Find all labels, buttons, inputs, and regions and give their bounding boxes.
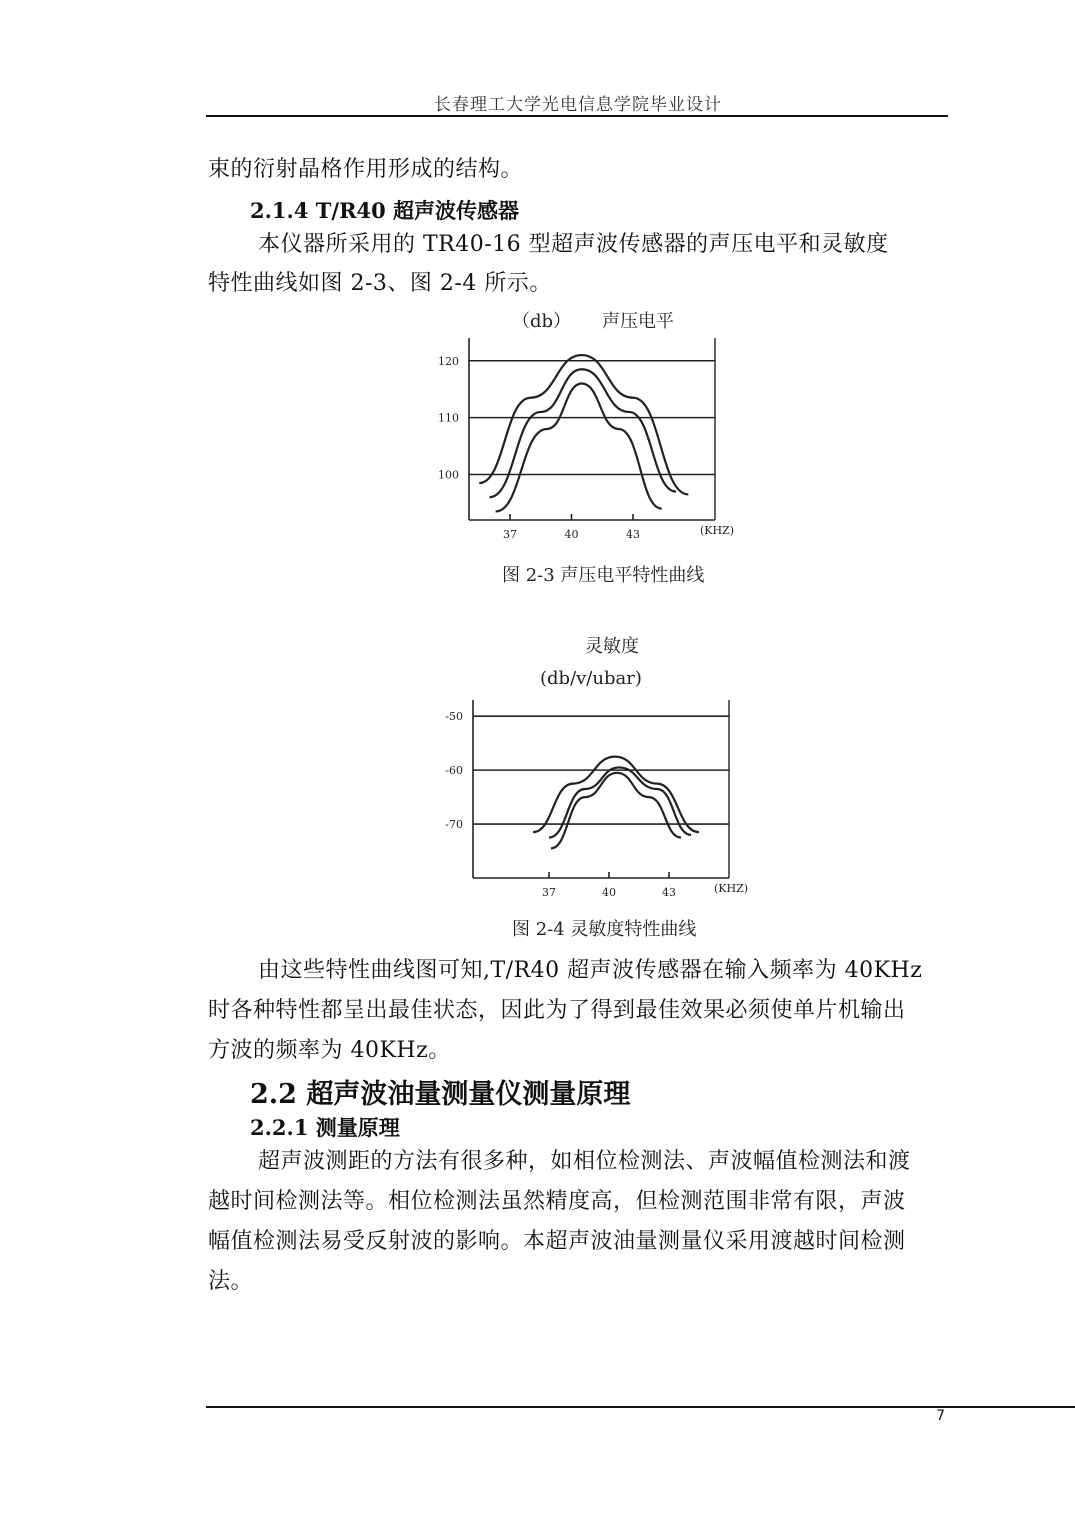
paragraph-line: 本仪器所采用的 TR40-16 型超声波传感器的声压电平和灵敏度 bbox=[258, 232, 889, 257]
x-axis-label: (KHZ) bbox=[699, 524, 735, 537]
header-rule bbox=[206, 115, 948, 117]
x-tick-label: 37 bbox=[503, 528, 517, 541]
y-tick-label: 120 bbox=[438, 354, 459, 368]
figure1-caption: 图 2-3 声压电平特性曲线 bbox=[502, 565, 705, 586]
paragraph-line: 幅值检测法易受反射波的影响。本超声波油量测量仪采用渡越时间检测 bbox=[208, 1229, 906, 1254]
figure1-title-label: 声压电平 bbox=[602, 311, 674, 332]
figure2-caption: 图 2-4 灵敏度特性曲线 bbox=[512, 919, 697, 940]
paragraph-line: 时各种特性都呈出最佳状态，因此为了得到最佳效果必须使单片机输出 bbox=[208, 998, 906, 1023]
x-tick-label: 43 bbox=[662, 886, 676, 899]
y-tick-label: -50 bbox=[445, 710, 463, 724]
y-tick-label: -70 bbox=[445, 818, 463, 832]
x-tick-label: 40 bbox=[564, 528, 579, 541]
x-axis-label: (KHZ) bbox=[713, 882, 749, 895]
x-tick-label: 40 bbox=[602, 886, 616, 899]
sensitivity-chart bbox=[425, 695, 755, 910]
x-tick-label: 37 bbox=[542, 886, 556, 899]
figure2-title-label: 灵敏度 bbox=[585, 636, 639, 657]
figure2-unit-label: (db/v/ubar) bbox=[540, 668, 642, 689]
paragraph-line: 超声波测距的方法有很多种，如相位检测法、声波幅值检测法和渡 bbox=[258, 1149, 911, 1174]
series-curve bbox=[490, 369, 677, 497]
page-header-title: 长春理工大学光电信息学院毕业设计 bbox=[434, 95, 722, 115]
paragraph-line: 法。 bbox=[208, 1269, 254, 1294]
paragraph-line: 束的衍射晶格作用形成的结构。 bbox=[208, 157, 524, 182]
paragraph-line: 由这些特性曲线图可知,T/R40 超声波传感器在输入频率为 40KHz bbox=[258, 958, 923, 983]
y-tick-label: -60 bbox=[445, 764, 463, 778]
series-curve bbox=[479, 355, 688, 494]
sound-pressure-chart bbox=[425, 330, 745, 550]
x-tick-label: 43 bbox=[626, 528, 640, 541]
section-heading-2-1-4: 2.1.4 T/R40 超声波传感器 bbox=[250, 198, 520, 223]
section-heading-2-2: 2.2 超声波油量测量仪测量原理 bbox=[250, 1079, 631, 1110]
paragraph-line: 方波的频率为 40KHz。 bbox=[208, 1038, 451, 1063]
page-number: 7 bbox=[936, 1408, 945, 1424]
paragraph-line: 越时间检测法等。相位检测法虽然精度高，但检测范围非常有限，声波 bbox=[208, 1189, 906, 1214]
y-tick-label: 100 bbox=[438, 468, 459, 482]
section-heading-2-2-1: 2.2.1 测量原理 bbox=[250, 1115, 400, 1140]
paragraph-line: 特性曲线如图 2-3、图 2-4 所示。 bbox=[208, 271, 552, 296]
y-tick-label: 110 bbox=[438, 411, 459, 425]
figure1-unit-label: （db） bbox=[512, 311, 572, 332]
